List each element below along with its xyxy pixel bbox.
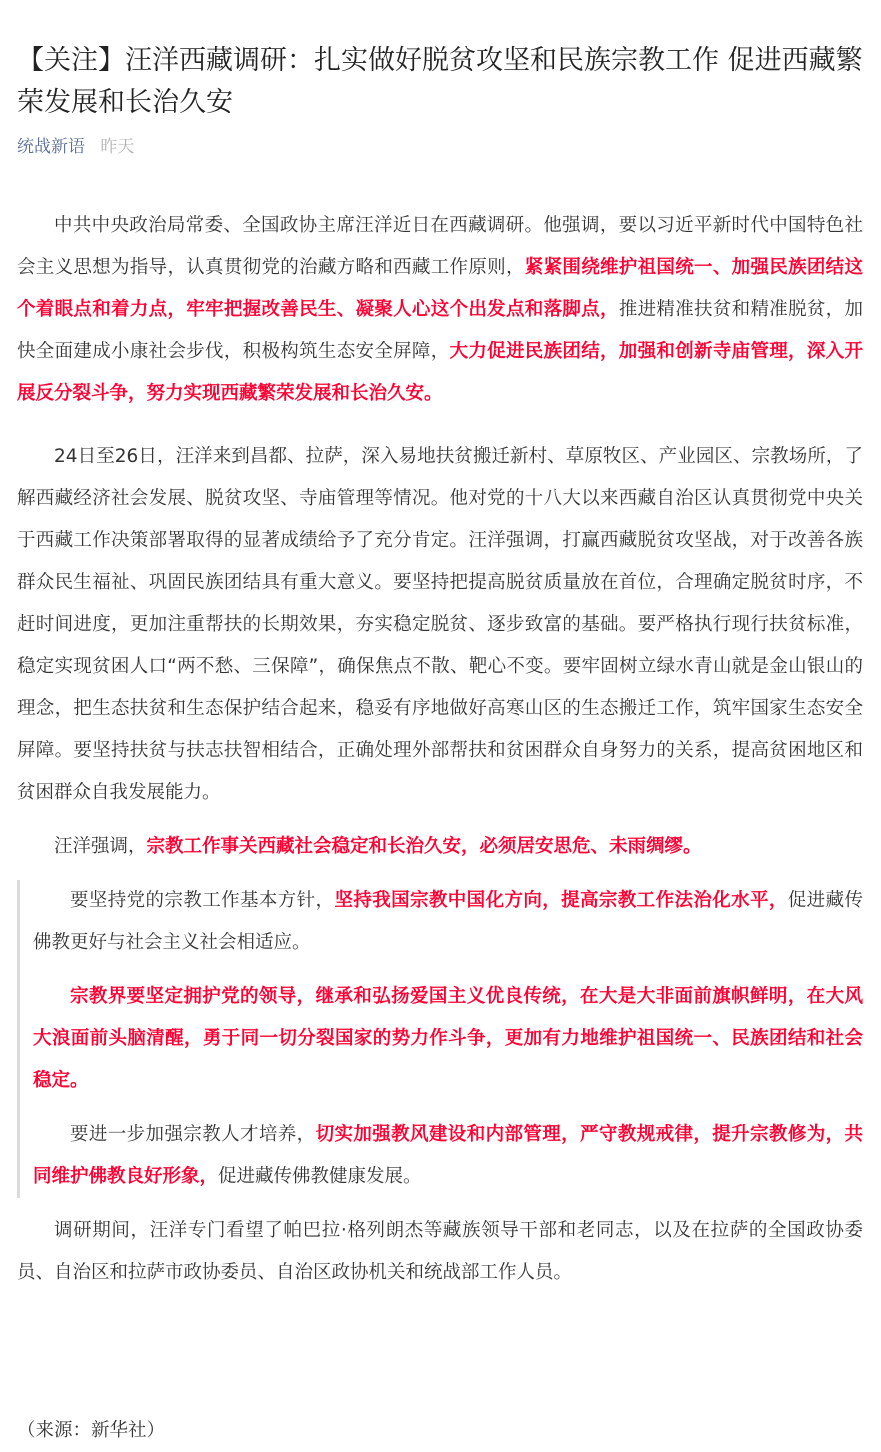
text-segment: 促进藏传佛教健康发展。 (218, 1166, 422, 1187)
text-segment: 推进精准扶贫和精准脱贫，加快全面建成小康社会步伐，积极构筑生态安全屏障， (17, 299, 863, 362)
blockquote (17, 880, 863, 1198)
text-segment: 要坚持党的宗教工作基本方针， (70, 890, 335, 911)
text-segment: 汪洋强调， (54, 836, 147, 857)
paragraph-closing: 调研期间，汪洋专门看望了帕巴拉·格列朗杰等藏族领导干部和老同志，以及在拉萨的全国政协委员、自治区和拉萨市政协委员、自治区政协机关和统战部工作人员。 (17, 1220, 863, 1283)
source-note: （来源：新华社） (17, 1420, 166, 1441)
article-meta (17, 133, 134, 161)
article-body (17, 205, 863, 1294)
author-link[interactable]: 统战新语 (17, 137, 85, 157)
highlight-segment: 宗教工作事关西藏社会稳定和长治久安，必须居安思危、未雨绸缪。 (146, 836, 702, 857)
highlight-segment: 大力促进民族团结，加强和创新寺庙管理，深入开展反分裂斗争，努力实现西藏繁荣发展和长治久安。 (17, 341, 863, 404)
text-segment: 促进藏传佛教更好与社会主义社会相适应。 (33, 890, 863, 953)
publish-date: 昨天 (100, 137, 135, 157)
text-segment: 24日至26日，汪洋来到昌都、拉萨，深入易地扶贫搬迁新村、草原牧区、产业园区、宗教场所，了解西藏经济社会发展、脱贫攻坚、寺庙管理等情况。他对党的十八大以来西藏自治区认真贯彻党中央关于西藏工作决策部署取得的显著成绩给予了充分肯定。汪洋强调，打赢西藏脱贫攻坚战，对于改善各族群众民生福祉、巩固民族团结具有重大意义。要坚持把提高脱贫质量放在首位，合理确定脱贫时序，不赶时间进度，更加注重帮扶的长期效果，夯实稳定脱贫、逐步致富的基础。要严格执行现行扶贫标准，稳定实现贫困人口“两不愁、三保障”，确保焦点不散、靶心不变。要牢固树立绿水青山就是金山银山的理念，把生态扶贫和生态保护结合起来，稳妥有序地做好高寒山区的生态搬迁工作，筑牢国家生态安全屏障。要坚持扶贫与扶志扶智相结合，正确处理外部帮扶和贫困群众自身努力的关系，提高贫困地区和贫困群众自我发展能力。 (17, 446, 863, 803)
text-segment: 中共中央政治局常委、全国政协主席汪洋近日在西藏调研。他强调，要以习近平新时代中国特色社会主义思想为指导，认真贯彻党的治藏方略和西藏工作原则， (17, 215, 863, 278)
highlight-segment: 坚持我国宗教中国化方向，提高宗教工作法治化水平， (334, 890, 788, 911)
paragraph-intro (17, 205, 863, 415)
highlight-segment: 宗教界要坚定拥护党的领导，继承和弘扬爱国主义优良传统，在大是大非面前旗帜鲜明，在大风大浪面前头脑清醒，勇于同一切分裂国家的势力作斗争，更加有力地维护祖国统一、民族团结和社会稳定。 (33, 986, 863, 1091)
quote-paragraph (33, 880, 863, 964)
quote-paragraph (33, 976, 863, 1102)
highlight-segment: 切实加强教风建设和内部管理，严守教规戒律，提升宗教修为，共同维护佛教良好形象， (33, 1124, 863, 1187)
paragraph-visit (17, 436, 863, 814)
quote-paragraph (33, 1114, 863, 1198)
article-title: 【关注】汪洋西藏调研：扎实做好脱贫攻坚和民族宗教工作 促进西藏繁荣发展和长治久安 (17, 45, 863, 118)
highlight-segment: 紧紧围绕维护祖国统一、加强民族团结这个着眼点和着力点，牢牢把握改善民生、凝聚人心这个出发点和落脚点， (17, 257, 863, 320)
text-segment: 要进一步加强宗教人才培养， (70, 1124, 316, 1145)
paragraph-religion-emphasis (17, 826, 863, 868)
